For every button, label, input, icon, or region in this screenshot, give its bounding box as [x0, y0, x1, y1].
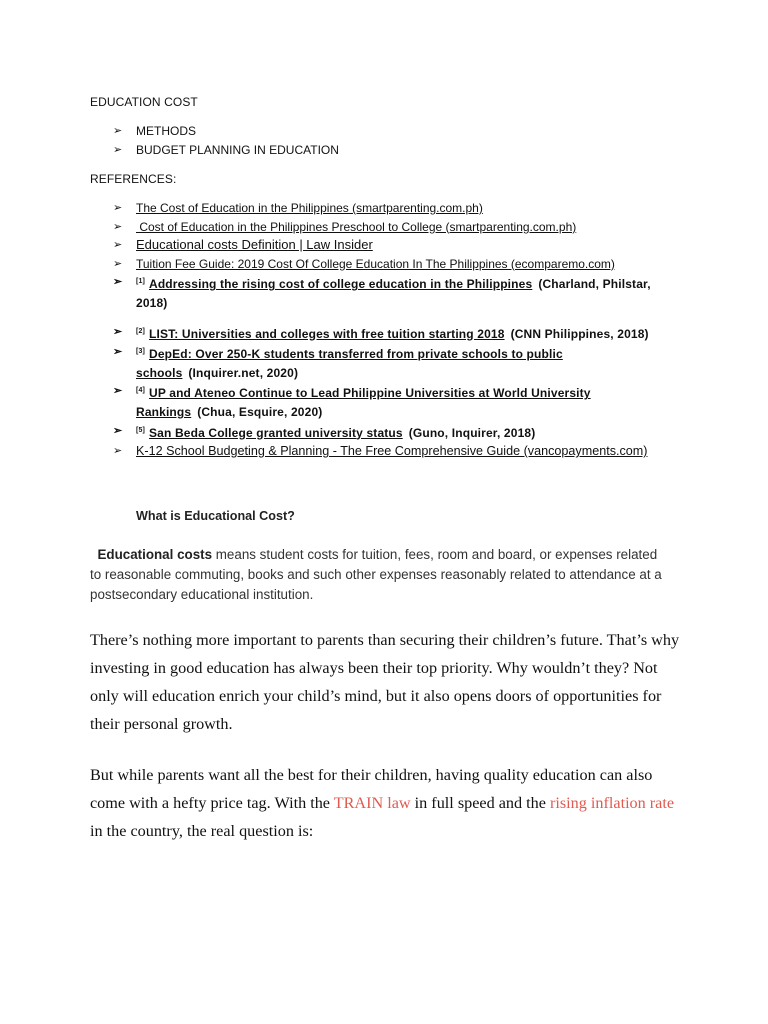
body-paragraph: [90, 761, 690, 845]
arrow-bullet-icon: ➢: [113, 325, 123, 338]
arrow-bullet-icon: ➢: [113, 385, 123, 398]
reference-source: (Charland, Philstar, 2018): [136, 277, 651, 310]
reference-source: (Guno, Inquirer, 2018): [408, 425, 536, 440]
topic-methods: METHODS: [136, 124, 196, 138]
references-list: [113, 199, 673, 461]
reference-link[interactable]: DepEd: Over 250-K students transferred from private schools to public schools: [136, 347, 563, 380]
arrow-bullet-icon: ➢: [113, 125, 123, 137]
paragraph-text: in the country, the real question is:: [90, 822, 314, 840]
arrow-bullet-icon: ➢: [113, 239, 123, 252]
train-law-link[interactable]: TRAIN law: [333, 794, 411, 812]
list-item: [113, 218, 673, 237]
list-item: [113, 255, 673, 274]
inflation-rate-link[interactable]: rising inflation rate: [549, 794, 675, 812]
reference-link[interactable]: The Cost of Education in the Philippines (smartparenting.com.ph): [136, 201, 483, 215]
references-heading: REFERENCES:: [90, 172, 177, 186]
reference-link[interactable]: San Beda College granted university status: [149, 425, 403, 440]
list-item: [113, 422, 673, 443]
definition-text: means student costs for tuition, fees, room and board, or expenses related to reasonable commuting, books and such other expenses reasonably related to attendance at a postsecondary educational institution.: [90, 547, 662, 602]
list-item: [113, 382, 673, 421]
reference-source: (CNN Philippines, 2018): [510, 326, 649, 341]
body-paragraph: There’s nothing more important to parents than securing their children’s future. That’s why investing in good education has always been their top priority. Why wouldn’t they? Not only will education enrich your child’s mind, but it also opens doors of opportunities for their personal growth.: [90, 631, 680, 733]
arrow-bullet-icon: ➢: [113, 276, 123, 289]
reference-link[interactable]: LIST: Universities and colleges with free tuition starting 2018: [149, 326, 505, 341]
reference-source: (Chua, Esquire, 2020): [197, 404, 323, 419]
list-item: [113, 141, 673, 160]
section-question-heading: What is Educational Cost?: [136, 509, 295, 523]
arrow-bullet-icon: ➢: [113, 143, 123, 156]
footnote-marker: [2]: [136, 327, 146, 335]
arrow-bullet-icon: ➢: [113, 445, 123, 458]
arrow-bullet-icon: ➢: [113, 424, 123, 437]
paragraph-text: in full speed and the: [410, 794, 550, 812]
arrow-bullet-icon: ➢: [113, 257, 123, 270]
list-item: [113, 323, 673, 344]
definition-term: Educational costs: [97, 547, 213, 562]
reference-link[interactable]: K-12 School Budgeting & Planning - The Free Comprehensive Guide (vancopayments.com): [136, 444, 648, 459]
topics-list: [113, 122, 673, 159]
reference-link[interactable]: Educational costs Definition | Law Insider: [136, 237, 373, 253]
reference-source: (Inquirer.net, 2020): [188, 365, 299, 380]
footnote-marker: [5]: [136, 426, 146, 434]
footnote-marker: [3]: [136, 348, 146, 356]
topic-budget-planning: BUDGET PLANNING IN EDUCATION: [136, 142, 339, 157]
reference-link[interactable]: Addressing the rising cost of college education in the Philippines: [149, 277, 533, 292]
reference-link[interactable]: Cost of Education in the Philippines Preschool to College (smartparenting.com.ph): [136, 219, 577, 234]
list-item: [113, 236, 673, 255]
list-item: [113, 122, 673, 141]
reference-link[interactable]: Tuition Fee Guide: 2019 Cost Of College Education In The Philippines (ecomparemo.com): [136, 256, 615, 271]
arrow-bullet-icon: ➢: [113, 220, 123, 233]
list-item: [113, 199, 673, 218]
list-item: [113, 442, 673, 461]
definition-paragraph: [90, 545, 670, 605]
list-item: [113, 273, 673, 312]
list-item: [113, 343, 673, 382]
document-title: EDUCATION COST: [90, 95, 198, 109]
footnote-marker: [4]: [136, 387, 146, 395]
paragraph-text: But while parents want all the best for their children, having quality education can also come with a hefty price tag. With the: [90, 766, 653, 812]
arrow-bullet-icon: ➢: [113, 346, 123, 359]
footnote-marker: [1]: [136, 278, 146, 286]
reference-link[interactable]: UP and Ateneo Continue to Lead Philippine Universities at World University Rankings: [136, 386, 591, 419]
arrow-bullet-icon: ➢: [113, 202, 123, 214]
